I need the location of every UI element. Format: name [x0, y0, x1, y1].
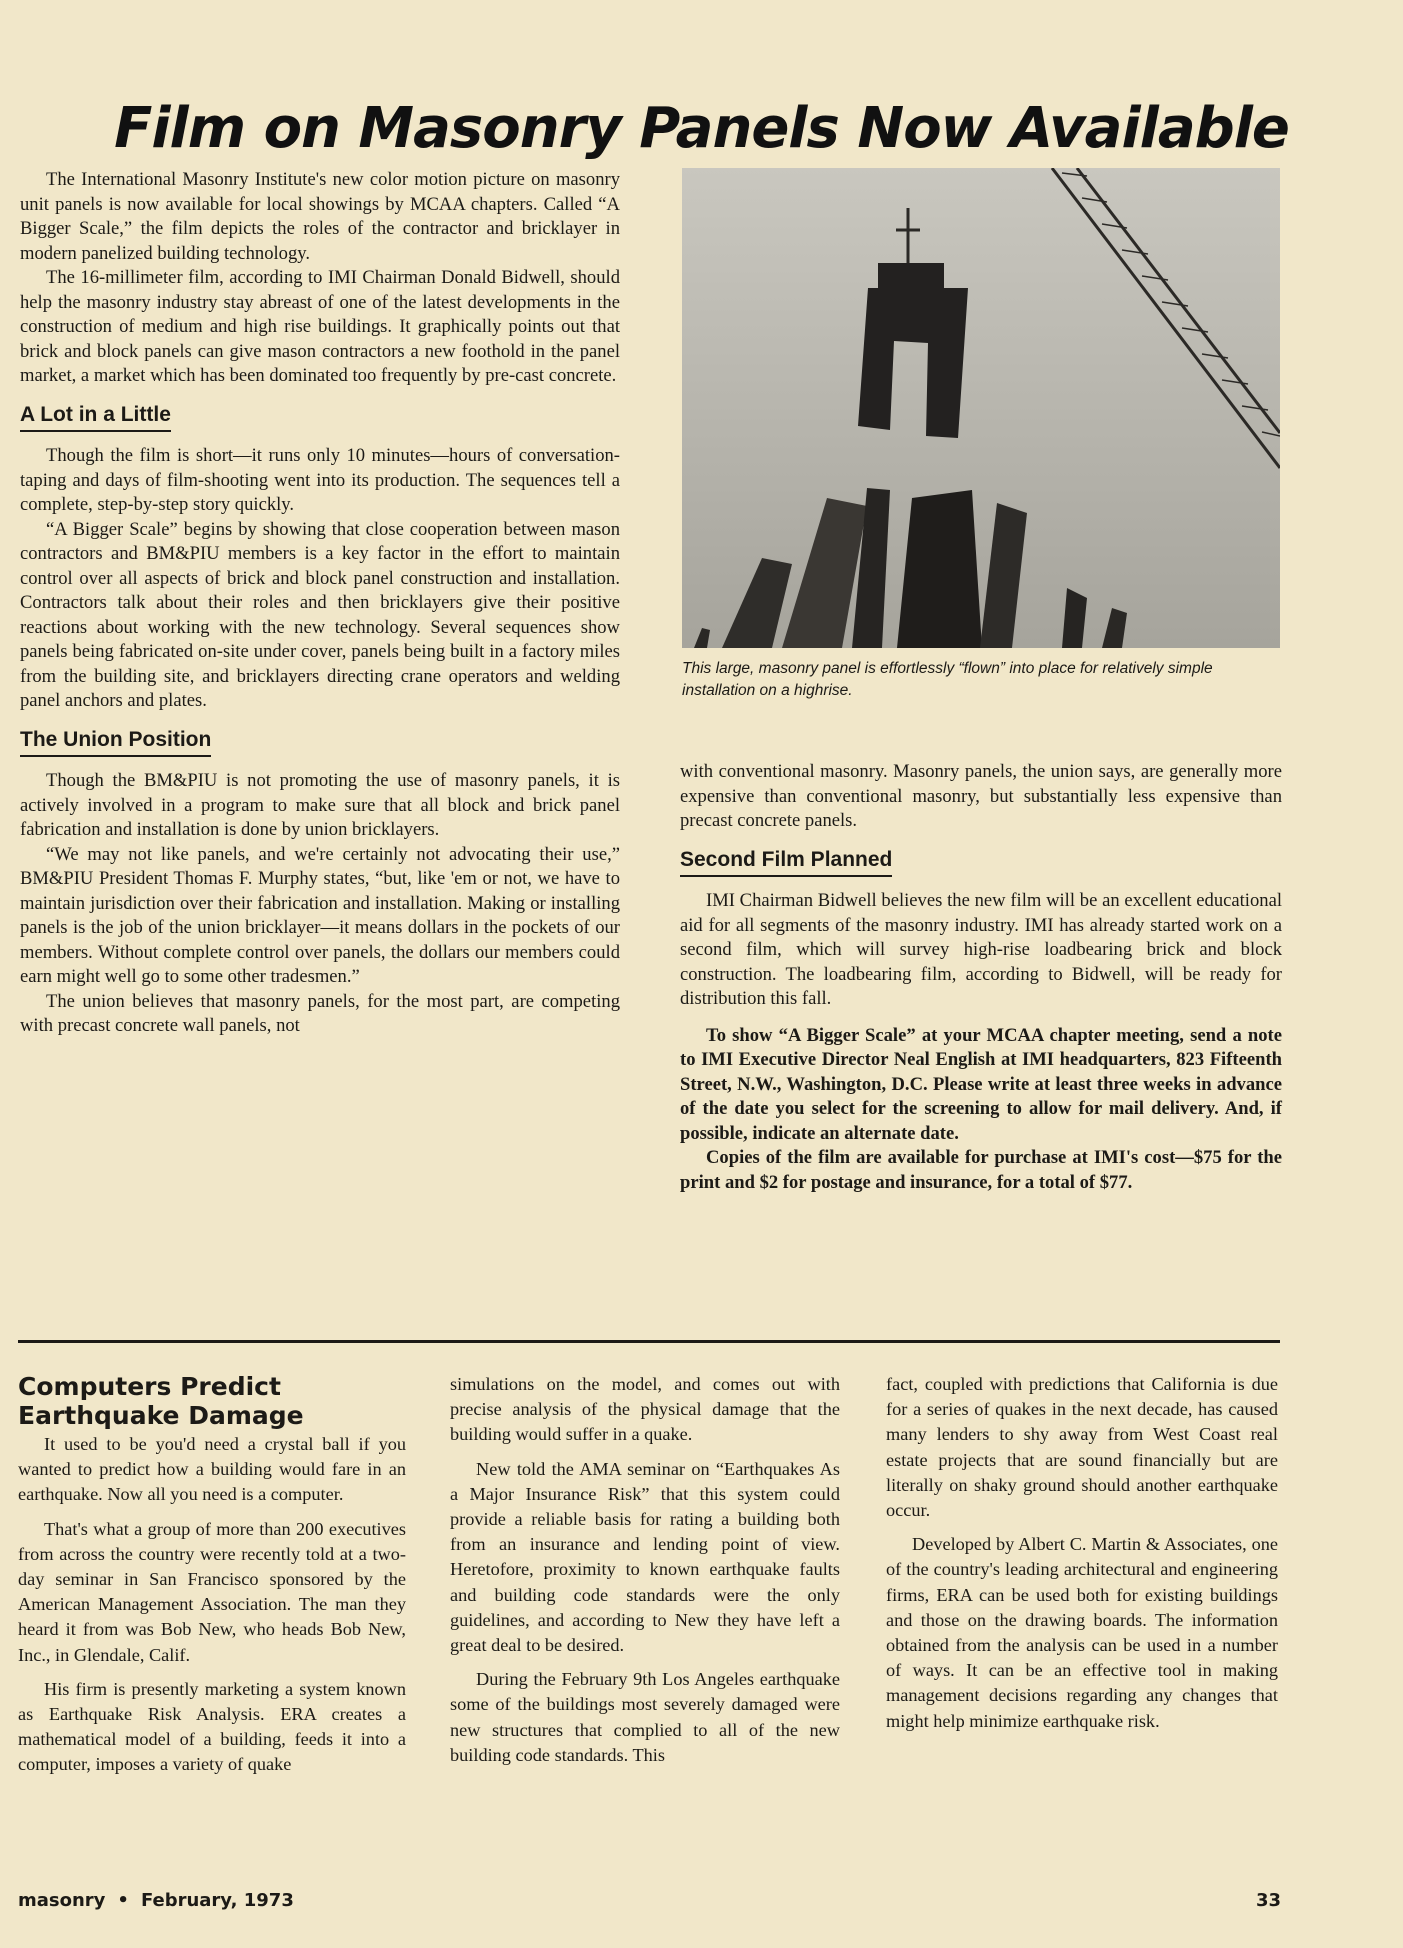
paragraph: It used to be you'd need a crystal ball if you wanted to predict how a building would fare in an earthquake. Now all you need is a computer. — [18, 1434, 406, 1505]
article1-right-column — [680, 760, 1282, 1195]
paragraph: Though the film is short—it runs only 10 minutes—hours of conversation-taping and days of film-shooting went into its production. The sequences tell a complete, step-by-step story quickly. — [20, 445, 620, 515]
paragraph: “We may not like panels, and we're certainly not advocating their use,” BM&PIU President Thomas F. Murphy states, “but, like 'em or not, we have to maintain jurisdiction over their fabrication and installation. Making or installing panels is the job of the union bricklayer—it means dollars in the pockets of our members. Without complete control over panels, the dollars our members could earn might well go to some other tradesmen.” — [20, 843, 620, 987]
paragraph: The International Masonry Institute's new color motion picture on masonry unit panels is now available for local showings by MCAA chapters. Called “A Bigger Scale,” the film depicts the roles of the contractor and bricklayer in modern panelized building technology. — [20, 169, 620, 264]
paragraph: His firm is presently marketing a system known as Earthquake Risk Analysis. ERA creates a mathematical model of a building, feeds it into a computer, imposes a variety of quake — [18, 1678, 406, 1775]
paragraph: Though the BM&PIU is not promoting the use of masonry panels, it is actively involved in a program to make sure that all block and brick panel fabrication and installation is done by union bricklayers. — [20, 770, 620, 840]
paragraph: The union believes that masonry panels, for the most part, are competing with precast concrete wall panels, not — [20, 990, 620, 1036]
section-divider — [18, 1340, 1280, 1343]
paragraph: Copies of the film are available for purchase at IMI's cost—$75 for the print and $2 for postage and insurance, for a total of $77. — [680, 1147, 1282, 1193]
article2-title-line: Earthquake Damage — [18, 1401, 304, 1430]
subheading-a-lot-in-a-little: A Lot in a Little — [20, 403, 171, 433]
paragraph: That's what a group of more than 200 executives from across the country were recently told at a two-day seminar in San Francisco sponsored by the American Management Association. The man they heard it from was Bob New, who heads Bob New, Inc., in Glendale, Calif. — [18, 1518, 406, 1665]
paragraph: with conventional masonry. Masonry panels, the union says, are generally more expensive than conventional masonry, but substantially less expensive than precast concrete panels. — [680, 761, 1282, 831]
article2-column-1 — [18, 1372, 406, 1778]
crane-panel-photo — [682, 168, 1280, 648]
page-title: Film on Masonry Panels Now Available — [114, 95, 1289, 161]
bullet-separator: • — [117, 1890, 129, 1911]
page-number: 33 — [1255, 1890, 1281, 1911]
paragraph: To show “A Bigger Scale” at your MCAA chapter meeting, send a note to IMI Executive Director Neal English at IMI headquarters, 823 Fifteenth Street, N.W., Washington, D.C. Please write at least three weeks in advance of the date you select for the screening to allow for mail delivery. And, if possible, indicate an alternate date. — [680, 1024, 1282, 1144]
article2-title-line: Computers Predict — [18, 1372, 281, 1401]
footer-issue — [18, 1890, 294, 1911]
article1-left-column — [20, 168, 620, 1039]
photo-illustration — [682, 168, 1280, 648]
paragraph: Developed by Albert C. Martin & Associates, one of the country's leading architectural and engineering firms, ERA can be used both for existing buildings and those on the drawing boards. The information obtained from the analysis can be used in a number of ways. It can be an effective tool in making management decisions regarding any changes that might help minimize earthquake risk. — [886, 1534, 1278, 1731]
paragraph: New told the AMA seminar on “Earthquakes As a Major Insurance Risk” that this system could provide a reliable basis for rating a building both from an insurance and lending point of view. Heretofore, proximity to known earthquake faults and building code standards were the only guidelines, and according to New they have left a great deal to be desired. — [450, 1458, 840, 1656]
photo-caption: This large, masonry panel is effortlessly “flown” into place for relatively simple installation on a highrise. — [682, 660, 1213, 699]
paragraph: IMI Chairman Bidwell believes the new film will be an excellent educational aid for all segments of the masonry industry. IMI has already started work on a second film, which will survey high-rise loadbearing brick and block construction. The loadbearing film, according to Bidwell, will be ready for distribution this fall. — [680, 890, 1282, 1009]
paragraph: The 16-millimeter film, according to IMI Chairman Donald Bidwell, should help the masonry industry stay abreast of one of the latest developments in the construction of medium and high rise buildings. It graphically points out that brick and block panels can give mason contractors a new foothold in the panel market, a market which has been dominated too frequently by pre-cast concrete. — [20, 267, 620, 386]
article2-column-3 — [886, 1372, 1278, 1734]
subheading-second-film-planned: Second Film Planned — [680, 848, 892, 878]
article2-title — [18, 1372, 406, 1430]
paragraph: “A Bigger Scale” begins by showing that close cooperation between mason contractors and BM&PIU members is a key factor in the effort to maintain control over all aspects of brick and block panel construction and installation. Contractors talk about their roles and then bricklayers give their positive reactions about working with the new technology. Several sequences show panels being fabricated on-site under cover, panels being built in a factory miles from the building site, and bricklayers directing crane operators and welding panel anchors and plates. — [20, 518, 620, 711]
subheading-union-position: The Union Position — [20, 728, 211, 758]
paragraph: fact, coupled with predictions that California is due for a series of quakes in the next decade, has caused many lenders to shy away from West Coast real estate projects that are sound financially but are literally on shaky ground should another earthquake occur. — [886, 1374, 1278, 1521]
issue-date: February, 1973 — [140, 1890, 294, 1911]
paragraph: simulations on the model, and comes out with precise analysis of the physical damage that the building would suffer in a quake. — [450, 1374, 840, 1445]
paragraph: During the February 9th Los Angeles earthquake some of the buildings most severely damaged were new structures that complied to all of the new building code standards. This — [450, 1669, 840, 1765]
magazine-name: masonry — [18, 1890, 106, 1911]
article2-column-2 — [450, 1372, 840, 1768]
screening-notice — [680, 1024, 1282, 1196]
